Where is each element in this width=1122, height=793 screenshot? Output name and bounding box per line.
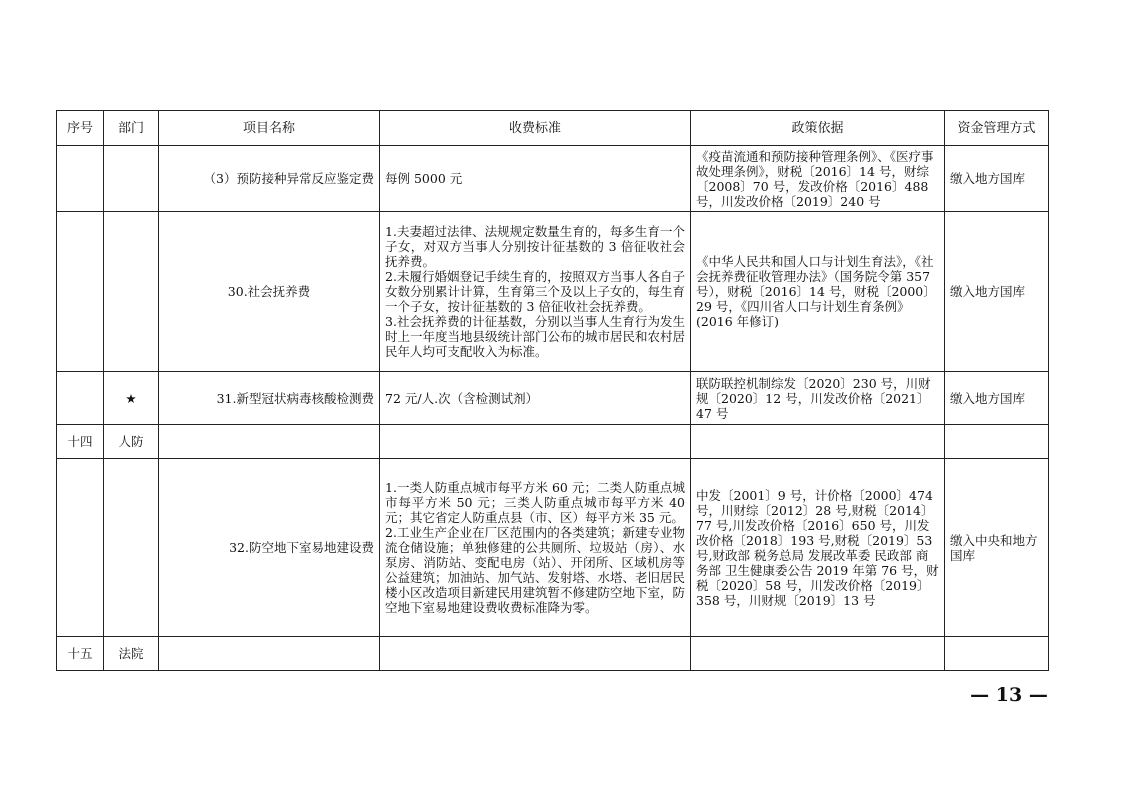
fee-standard-cell: 1.一类人防重点城市每平方米 60 元；二类人防重点城市每平方米 50 元；三类人防重点城市每平方米 40 元；其它省定人防重点县（市、区）每平方米 35 元。 2.工业生产企业在厂区范围内的各类建筑；新建专业物流仓储设施；单独修建的公共厕所、垃圾站（房）、水泵房、消防站、变配电房（站）、开闭所、区域机房等公益建筑；加油站、加气站、发射塔、水塔、老旧居民楼小区改造项目新建民用建筑暂不修建防空地下室，防空地下室易地建设费收费标准降为零。 [380, 459, 691, 637]
policy-basis-cell: 《疫苗流通和预防接种管理条例》、《医疗事故处理条例》，财税〔2016〕14 号，财综〔2008〕70 号，发改价格〔2016〕488 号，川发改价格〔2019〕240 号 [691, 146, 945, 212]
policy-basis-cell: 《中华人民共和国人口与计划生育法》，《社会抚养费征收管理办法》（国务院令第 357 号），财税〔2016〕14 号，财税〔2000〕29 号，《四川省人口与计划生育条例》(2016 年修订) [691, 212, 945, 372]
item-name-cell [159, 637, 380, 671]
serial-number-cell [57, 459, 104, 637]
fund-management-cell: 缴入地方国库 [945, 212, 1049, 372]
fund-management-cell [945, 637, 1049, 671]
policy-basis-cell: 中发〔2001〕9 号，计价格〔2000〕474 号，川财综〔2012〕28 号,财税〔2014〕77 号,川发改价格〔2016〕650 号，川发改价格〔2018〕193 号,财税〔2019〕53 号,财政部 税务总局 发展改革委 民政部 商务部 卫生健康委公告 2019 年第 76 号，财税〔2020〕58 号，川发改价格〔2019〕358 号，川财规〔2019〕13 号 [691, 459, 945, 637]
header-serial-number: 序号 [57, 111, 104, 146]
header-policy-basis: 政策依据 [691, 111, 945, 146]
department-cell: 法院 [104, 637, 159, 671]
star-marker: ★ [104, 372, 159, 425]
table-row [57, 146, 1049, 212]
table-row [57, 459, 1049, 637]
fee-standard-cell [380, 637, 691, 671]
fee-table [56, 110, 1049, 671]
header-fee-standard: 收费标准 [380, 111, 691, 146]
fund-management-cell [945, 425, 1049, 459]
fee-standard-cell: 每例 5000 元 [380, 146, 691, 212]
fund-management-cell: 缴入地方国库 [945, 146, 1049, 212]
serial-number-cell [57, 146, 104, 212]
header-item-name: 项目名称 [159, 111, 380, 146]
page-number: — 13 — [970, 684, 1048, 706]
table-row [57, 425, 1049, 459]
fee-standard-cell: 72 元/人.次（含检测试剂） [380, 372, 691, 425]
serial-number-cell [57, 212, 104, 372]
policy-basis-cell: 联防联控机制综发〔2020〕230 号，川财规〔2020〕12 号，川发改价格〔2021〕47 号 [691, 372, 945, 425]
department-cell [104, 459, 159, 637]
table-row [57, 372, 1049, 425]
serial-number-cell: 十五 [57, 637, 104, 671]
header-department: 部门 [104, 111, 159, 146]
item-name-cell: 31.新型冠状病毒核酸检测费 [159, 372, 380, 425]
item-name-cell: 30.社会抚养费 [159, 212, 380, 372]
department-cell: 人防 [104, 425, 159, 459]
fund-management-cell: 缴入中央和地方国库 [945, 459, 1049, 637]
fee-standard-cell [380, 425, 691, 459]
table-row [57, 212, 1049, 372]
policy-basis-cell [691, 637, 945, 671]
fee-standard-cell: 1.夫妻超过法律、法规规定数量生育的，每多生育一个子女，对双方当事人分别按计征基数的 3 倍征收社会抚养费。 2.未履行婚姻登记手续生育的，按照双方当事人各自子女数分别累计计算，生育第三个及以上子女的，每生育一个子女，按计征基数的 3 倍征收社会抚养费。 3.社会抚养费的计征基数，分别以当事人生育行为发生时上一年度当地县级统计部门公布的城市居民和农村居民年人均可支配收入为标准。 [380, 212, 691, 372]
header-fund-management: 资金管理方式 [945, 111, 1049, 146]
table-row [57, 637, 1049, 671]
serial-number-cell [57, 372, 104, 425]
item-name-cell [159, 425, 380, 459]
department-cell [104, 146, 159, 212]
item-name-cell: （3）预防接种异常反应鉴定费 [159, 146, 380, 212]
header-row [57, 111, 1049, 146]
item-name-cell: 32.防空地下室易地建设费 [159, 459, 380, 637]
fund-management-cell: 缴入地方国库 [945, 372, 1049, 425]
policy-basis-cell [691, 425, 945, 459]
department-cell [104, 212, 159, 372]
serial-number-cell: 十四 [57, 425, 104, 459]
